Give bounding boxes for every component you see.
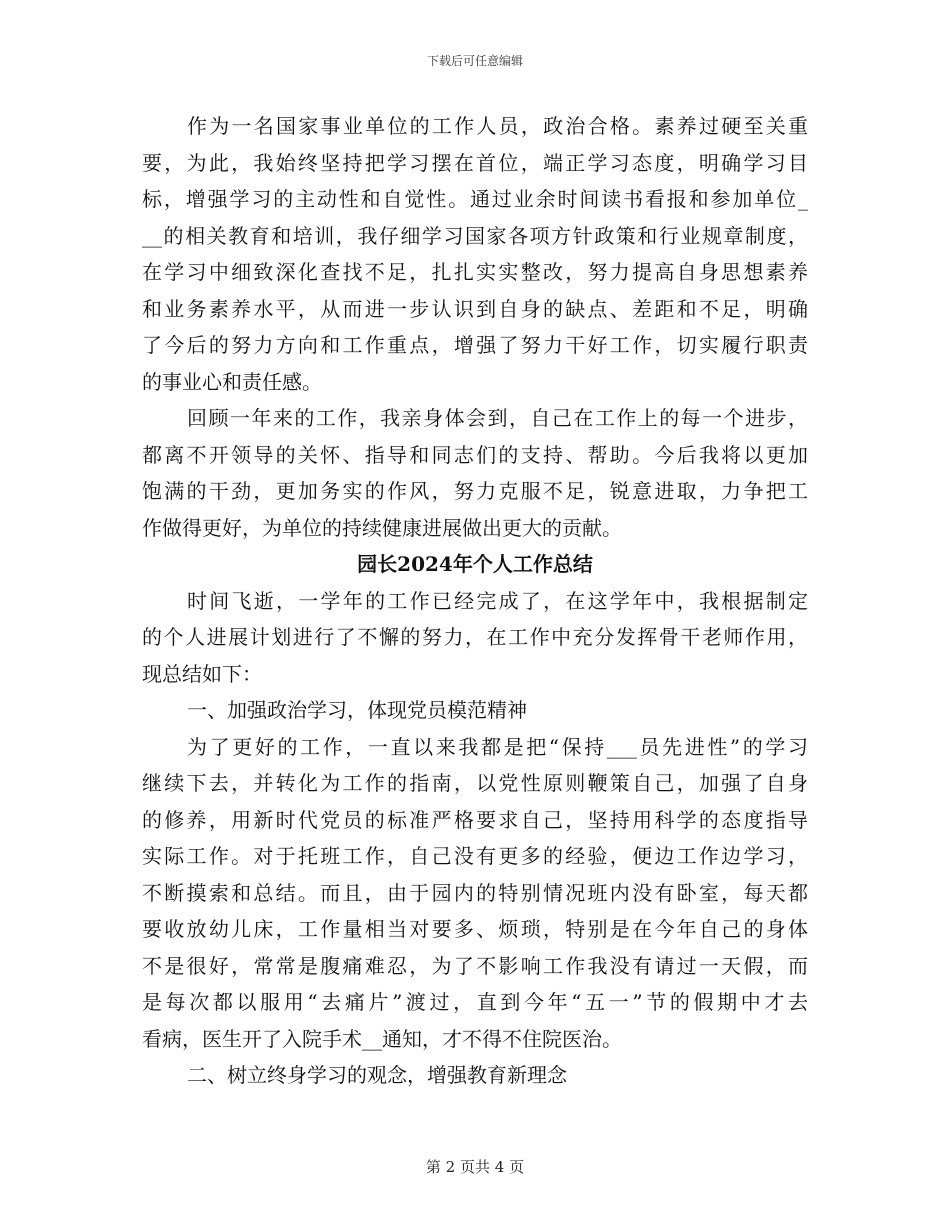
paragraph-line: 饱满的干劲，更加务实的作风，努力克服不足，锐意进取，力争把工 [142,479,808,503]
page-header: 下载后可任意编辑 [426,54,523,68]
section-heading: 二、树立终身学习的观念，增强教育新理念 [187,1063,567,1087]
paragraph-line: 了今后的努力方向和工作重点，增强了努力干好工作，切实履行职责 [142,333,808,357]
paragraph-line: 要，为此，我始终坚持把学习摆在首位，端正学习态度，明确学习目 [142,150,808,175]
page-footer: 第 2 页共 4 页 [425,1158,525,1176]
document-title: 园长2024年个人工作总结 [357,552,593,576]
paragraph-line: 继续下去，并转化为工作的指南，以党性原则鞭策自己，加强了自身 [142,771,808,795]
paragraph-line: 都离不开领导的关怀、指导和同志们的支持、帮助。今后我将以更加 [142,442,808,467]
paragraph-line: 看病，医生开了入院手术__通知，才不得不住院医治。 [142,1026,622,1051]
paragraph-line: 实际工作。对于托班工作，自己没有更多的经验，便边工作边学习， [142,844,808,868]
paragraph-line: 的修养，用新时代党员的标准严格要求自己，坚持用科学的态度指导 [142,807,808,832]
paragraph-line: 的个人进展计划进行了不懈的努力，在工作中充分发挥骨干老师作用， [142,625,808,649]
paragraph-line: 现总结如下： [142,661,262,686]
paragraph-line: 标，增强学习的主动性和自觉性。通过业余时间读书看报和参加单位_ [142,187,808,211]
paragraph-line: 为了更好的工作，一直以来我都是把“保持___员先进性”的学习 [187,734,808,759]
paragraph-line: 和业务素养水平，从而进一步认识到自身的缺点、差距和不足，明确 [142,296,808,321]
paragraph-line: 在学习中细致深化查找不足，扎扎实实整改，努力提高自身思想素养 [142,260,808,284]
paragraph-line: 作为一名国家事业单位的工作人员，政治合格。素养过硬至关重 [187,114,808,138]
paragraph-line: 回顾一年来的工作，我亲身体会到，自己在工作上的每一个进步， [187,406,808,430]
paragraph-line: 的事业心和责任感。 [142,369,322,394]
document-body [142,108,808,1094]
paragraph-line: 要收放幼儿床，工作量相当对要多、烦琐，特别是在今年自己的身体 [142,917,808,941]
paragraph-line: 不断摸索和总结。而且，由于园内的特别情况班内没有卧室，每天都 [142,880,808,905]
paragraph-line: 时间飞逝，一学年的工作已经完成了，在这学年中，我根据制定 [187,588,808,613]
paragraph-line: 作做得更好，为单位的持续健康进展做出更大的贡献。 [142,515,622,540]
paragraph-line: 不是很好，常常是腹痛难忍，为了不影响工作我没有请过一天假，而 [142,953,808,978]
section-heading: 一、加强政治学习，体现党员模范精神 [187,698,527,722]
paragraph-line: __的相关教育和培训，我仔细学习国家各项方针政策和行业规章制度， [142,223,808,248]
paragraph-line: 是每次都以服用“去痛片”渡过，直到今年“五一”节的假期中才去 [142,990,808,1014]
